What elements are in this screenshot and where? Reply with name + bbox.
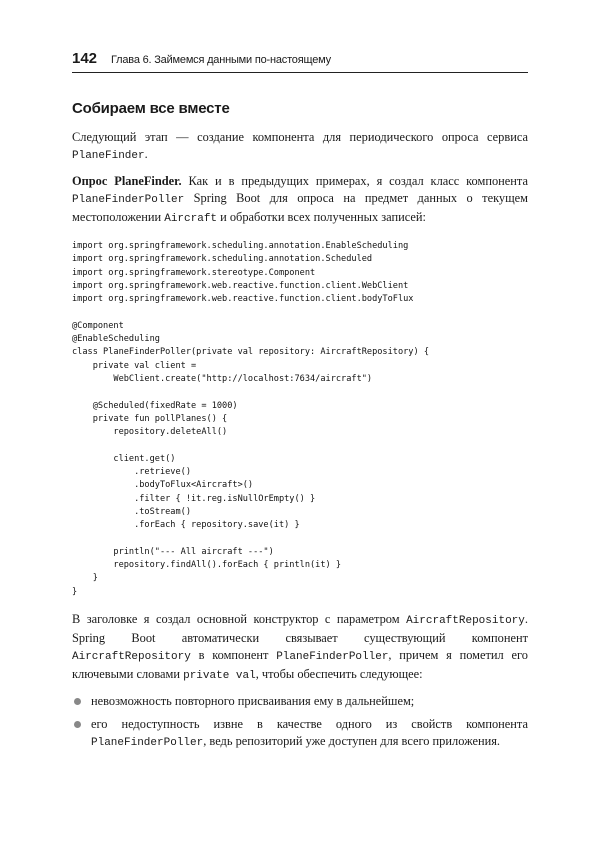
inline-code: PlaneFinderPoller bbox=[72, 194, 185, 206]
poller-paragraph bbox=[72, 173, 528, 228]
text-run: и обработки всех полученных записей: bbox=[217, 210, 426, 224]
intro-end: . bbox=[144, 147, 148, 161]
bullet-list bbox=[72, 693, 528, 752]
inline-code: private val bbox=[183, 670, 256, 683]
inline-code: PlaneFinder bbox=[72, 150, 145, 162]
inline-code: AircraftRepository bbox=[406, 615, 525, 628]
text-run: , причем я пометил его ключевыми словами bbox=[72, 648, 528, 682]
inline-code: AircraftRepository bbox=[72, 651, 191, 664]
paragraph-lead: Опрос PlaneFinder. bbox=[72, 174, 182, 188]
text-run: , ведь репозиторий уже доступен для всего приложения. bbox=[203, 734, 501, 749]
explanation-paragraph bbox=[72, 611, 528, 685]
text-run: В заголовке я создал основной конструктор с параметром bbox=[72, 612, 407, 627]
bullet-icon bbox=[74, 698, 81, 705]
page-number: 142 bbox=[72, 50, 98, 67]
text-run: в компонент bbox=[190, 648, 277, 663]
page-content bbox=[72, 100, 528, 758]
code-listing: import org.springframework.scheduling.annotation.EnableScheduling import org.springframework.scheduling.annotation.Scheduled import org.springframework.stereotype.Component import org.springframework.web.reactive.function.client.WebClient import org.springframework.web.reactive.function.client.bodyToFlux @Component @EnableScheduling class PlaneFinderPoller(private val repository: AircraftRepository) { private val client = WebClient.create("http://localhost:7634/aircraft") @Scheduled(fixedRate = 1000) private fun pollPlanes() { repository.deleteAll() client.get() .retrieve() .bodyToFlux<Aircraft>() .filter { !it.reg.isNullOrEmpty() } .toStream() .forEach { repository.save(it) } println("--- All aircraft ---") repository.findAll().forEach { println(it) } } } bbox=[72, 241, 429, 597]
text-run: Spring Boot для опроса на предмет данных о текущем местоположении bbox=[72, 191, 528, 224]
bullet-icon bbox=[74, 721, 81, 728]
text-run: Как и в предыдущих примерах, я создал класс компонента bbox=[181, 174, 528, 188]
inline-code: PlaneFinderPoller bbox=[91, 737, 204, 750]
inline-code: PlaneFinderPoller bbox=[276, 651, 389, 664]
intro-paragraph bbox=[72, 129, 528, 165]
text-run: невозможность повторного присваивания ему в дальнейшем; bbox=[91, 694, 415, 709]
list-item bbox=[72, 693, 528, 710]
text-run: . Spring Boot автоматически связывает существующий компонент bbox=[72, 612, 528, 646]
page-header bbox=[72, 50, 528, 73]
text-run: его недоступность извне в качестве одного из свойств компонента bbox=[91, 717, 528, 732]
inline-code: Aircraft bbox=[164, 213, 218, 225]
section-title: Собираем все вместе bbox=[72, 100, 230, 117]
chapter-title: Глава 6. Займемся данными по-настоящему bbox=[111, 54, 331, 66]
text-run: , чтобы обеспечить следующее: bbox=[255, 667, 423, 682]
list-item bbox=[72, 716, 528, 752]
intro-text: Следующий этап — создание компонента для периодического опроса сервиса bbox=[72, 130, 528, 144]
